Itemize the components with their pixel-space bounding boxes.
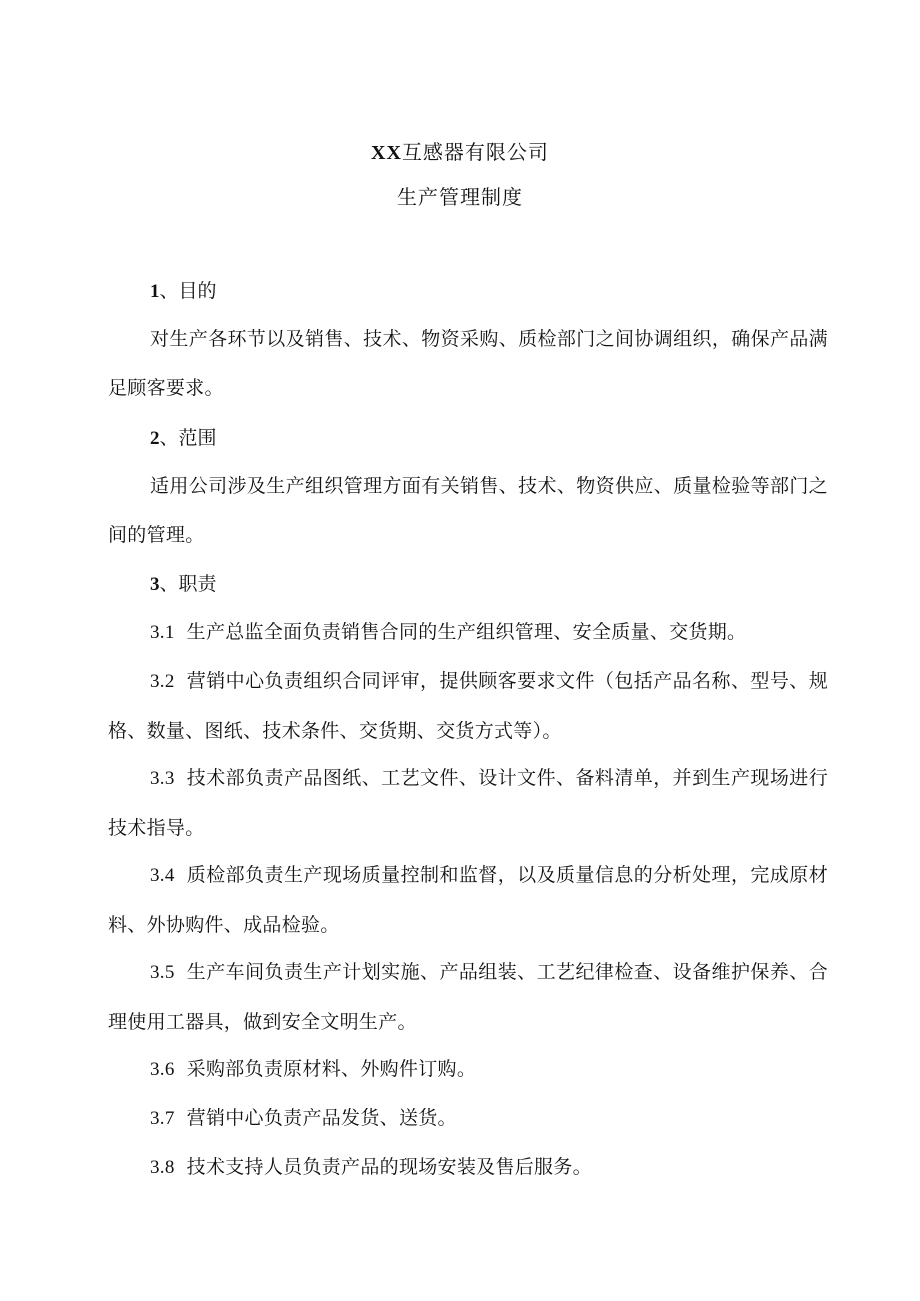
duty-item [108, 657, 828, 755]
duty-item [108, 948, 828, 1046]
section-number: 2 [150, 428, 160, 449]
section-title: 、范围 [159, 427, 217, 449]
duty-item [108, 851, 828, 949]
duty-item [108, 1094, 828, 1144]
duty-item [108, 754, 828, 852]
section-body-scope: 适用公司涉及生产组织管理方面有关销售、技术、物资供应、质量检验等部门之间的管理。 [108, 475, 828, 546]
section-number: 1 [150, 281, 160, 302]
duty-number: 3.4 [150, 865, 175, 886]
company-title [0, 138, 920, 167]
section-heading-scope [150, 424, 217, 453]
section-title: 、职责 [159, 573, 217, 595]
duty-text: 采购部负责原材料、外购件订购。 [186, 1058, 477, 1080]
duty-text: 生产车间负责生产计划实施、产品组装、工艺纪律检查、设备维护保养、合理使用工器具，做到安全文明生产。 [108, 961, 828, 1033]
duty-item [108, 1143, 828, 1193]
duty-number: 3.6 [150, 1059, 175, 1080]
duty-number: 3.2 [150, 671, 175, 692]
duty-number: 3.7 [150, 1108, 175, 1129]
section-number: 3 [150, 574, 160, 595]
duty-number: 3.8 [150, 1157, 175, 1178]
section-title: 、目的 [159, 280, 217, 302]
document-title: 生产管理制度 [397, 185, 523, 209]
duty-text: 技术支持人员负责产品的现场安装及售后服务。 [186, 1156, 592, 1178]
duty-text: 营销中心负责产品发货、送货。 [186, 1107, 457, 1129]
duty-text: 营销中心负责组织合同评审，提供顾客要求文件（包括产品名称、型号、规格、数量、图纸、技术条件、交货期、交货方式等）。 [108, 670, 828, 742]
company-name: 互感器有限公司 [401, 140, 549, 164]
section-heading-duties [150, 570, 217, 599]
duty-item [108, 1045, 828, 1095]
section-body-purpose: 对生产各环节以及销售、技术、物资采购、质检部门之间协调组织，确保产品满足顾客要求。 [108, 328, 828, 399]
company-prefix: XX [371, 142, 402, 164]
duty-text: 质检部负责生产现场质量控制和监督，以及质量信息的分析处理，完成原材料、外协购件、成品检验。 [108, 864, 828, 936]
duty-text: 生产总监全面负责销售合同的生产组织管理、安全质量、交货期。 [186, 621, 747, 643]
duty-text: 技术部负责产品图纸、工艺文件、设计文件、备料清单，并到生产现场进行技术指导。 [108, 767, 828, 839]
duty-number: 3.1 [150, 622, 175, 643]
duty-number: 3.5 [150, 962, 175, 983]
section-heading-purpose [150, 277, 217, 306]
duty-item [108, 608, 828, 658]
duty-number: 3.3 [150, 768, 175, 789]
